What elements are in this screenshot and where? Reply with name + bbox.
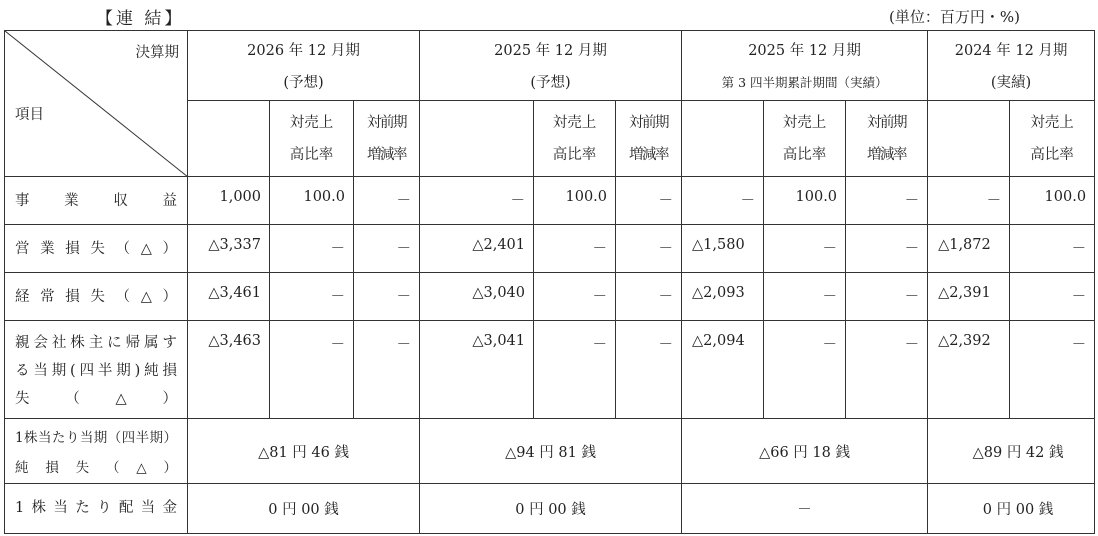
subheader-ratio: 対売上 高比率 [764,101,846,177]
value-cell: 1,000 [188,177,270,225]
eps-value-2026: △81 円 46 銭 [188,419,420,484]
value-cell: － [1010,273,1095,321]
value-cell: － [682,177,764,225]
value-cell: － [270,321,354,419]
value-cell: － [764,321,846,419]
period-header-2025-forecast: 2025 年 12 月期 (予想) [420,31,682,101]
row-label: 営業損失（△） [5,225,188,273]
value-cell: － [764,225,846,273]
eps-value-2024: △89 円 42 銭 [928,419,1095,484]
fiscal-period-label: 決算期 [135,45,179,61]
value-cell: △2,392 [928,321,1010,419]
subheader-blank [928,101,1010,177]
value-cell: － [534,273,616,321]
value-cell: － [354,321,420,419]
value-cell: － [846,273,928,321]
subheader-blank [188,101,270,177]
subheader-blank [682,101,764,177]
financial-forecast-table [4,30,1095,534]
item-label: 項目 [15,107,44,123]
subheader-ratio: 対売上 高比率 [534,101,616,177]
subheader-change: 対前期 増減率 [846,101,928,177]
value-cell: △1,872 [928,225,1010,273]
value-cell: － [616,177,682,225]
subheader-change: 対前期 増減率 [354,101,420,177]
eps-value-2025-q3: △66 円 18 銭 [682,419,928,484]
row-eps [5,419,1095,484]
value-cell: － [928,177,1010,225]
value-cell: － [354,225,420,273]
value-cell: － [846,225,928,273]
value-cell: △2,093 [682,273,764,321]
subheader-change: 対前期 増減率 [616,101,682,177]
period-header-2025-q3: 2025 年 12 月期 第 3 四半期累計期間（実績） [682,31,928,101]
value-cell: 100.0 [534,177,616,225]
value-cell: － [616,273,682,321]
period-header-2024: 2024 年 12 月期 (実績) [928,31,1095,101]
subheader-blank [420,101,534,177]
value-cell: － [846,177,928,225]
value-cell: － [534,225,616,273]
value-cell: △3,040 [420,273,534,321]
value-cell: △2,094 [682,321,764,419]
unit-label: (単位：百万円・%) [889,8,1020,26]
value-cell: － [270,225,354,273]
row-operating-loss [5,225,1095,273]
value-cell: － [616,321,682,419]
value-cell: － [616,225,682,273]
value-cell: △2,391 [928,273,1010,321]
row-label: 経常損失（△） [5,273,188,321]
subheader-ratio: 対売上 高比率 [270,101,354,177]
row-label: 1株当たり配当金 [5,484,188,534]
dividend-value-2025-q3: － [682,484,928,534]
row-ordinary-loss [5,273,1095,321]
period-header-2026: 2026 年 12 月期 (予想) [188,31,420,101]
row-net-loss-parent [5,321,1095,419]
value-cell: － [270,273,354,321]
value-cell: － [420,177,534,225]
value-cell: △3,337 [188,225,270,273]
consolidated-label: 【連 結】 [96,9,185,29]
row-label: 親会社株主に帰属す る当期(四半期)純損 失（△） [5,321,188,419]
value-cell: － [354,273,420,321]
value-cell: △3,461 [188,273,270,321]
value-cell: 100.0 [1010,177,1095,225]
value-cell: 100.0 [764,177,846,225]
value-cell: △3,041 [420,321,534,419]
value-cell: － [764,273,846,321]
subheader-ratio: 対売上 高比率 [1010,101,1095,177]
value-cell: 100.0 [270,177,354,225]
dividend-value-2025-forecast: 0 円 00 銭 [420,484,682,534]
row-revenue [5,177,1095,225]
corner-header-cell [5,31,188,177]
value-cell: △1,580 [682,225,764,273]
row-label: 1株当たり当期（四半期） 純損失（△） [5,419,188,484]
dividend-value-2024: 0 円 00 銭 [928,484,1095,534]
eps-value-2025-forecast: △94 円 81 銭 [420,419,682,484]
value-cell: － [846,321,928,419]
value-cell: － [1010,321,1095,419]
value-cell: △2,401 [420,225,534,273]
value-cell: － [534,321,616,419]
value-cell: － [1010,225,1095,273]
row-dividend [5,484,1095,534]
row-label: 事業収益 [5,177,188,225]
dividend-value-2026: 0 円 00 銭 [188,484,420,534]
value-cell: △3,463 [188,321,270,419]
header-row-periods [5,31,1095,101]
value-cell: － [354,177,420,225]
